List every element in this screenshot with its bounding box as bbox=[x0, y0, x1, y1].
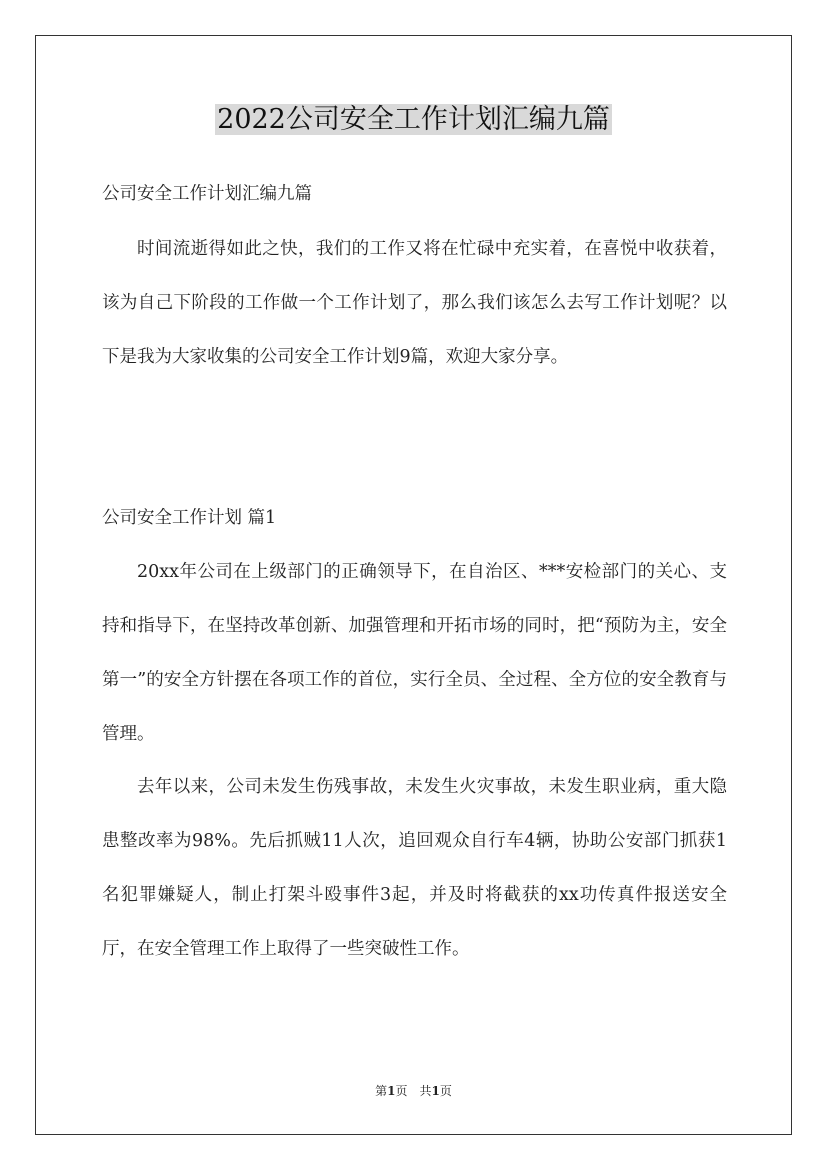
body-paragraph-1: 20xx年公司在上级部门的正确领导下，在自治区、***安检部门的关心、支持和指导下，在坚持改革创新、加强管理和开拓市场的同时，把“预防为主，安全第一”的安全方针摆在各项工作的首位，实行全员、全过程、全方位的安全教育与管理。 bbox=[102, 562, 727, 744]
intro-paragraph: 时间流逝得如此之快，我们的工作又将在忙碌中充实着，在喜悦中收获着，该为自己下阶段的工作做一个工作计划了，那么我们该怎么去写工作计划呢？以下是我为大家收集的公司安全工作计划9篇，欢迎大家分享。 bbox=[102, 239, 727, 367]
footer-page-mid: 页 共 bbox=[395, 1084, 432, 1098]
page-footer bbox=[0, 1082, 827, 1099]
footer-total-pages: 1 bbox=[431, 1084, 440, 1098]
footer-page-suffix: 页 bbox=[439, 1084, 452, 1098]
document-subtitle: 公司安全工作计划汇编九篇 bbox=[102, 184, 312, 204]
footer-page-number: 1 bbox=[387, 1084, 396, 1098]
section-heading: 公司安全工作计划 篇1 bbox=[102, 508, 277, 528]
document-title-text: 2022公司安全工作计划汇编九篇 bbox=[217, 104, 610, 135]
body-paragraph-2: 去年以来，公司未发生伤残事故，未发生火灾事故，未发生职业病，重大隐患整改率为98%。先后抓贼11人次，追回观众自行车4辆，协助公安部门抓获1名犯罪嫌疑人，制止打架斗殴事件3起，并及时将截获的xx功传真件报送安全厅，在安全管理工作上取得了一些突破性工作。 bbox=[102, 777, 727, 959]
footer-page-prefix: 第 bbox=[375, 1084, 388, 1098]
document-title bbox=[0, 98, 827, 142]
